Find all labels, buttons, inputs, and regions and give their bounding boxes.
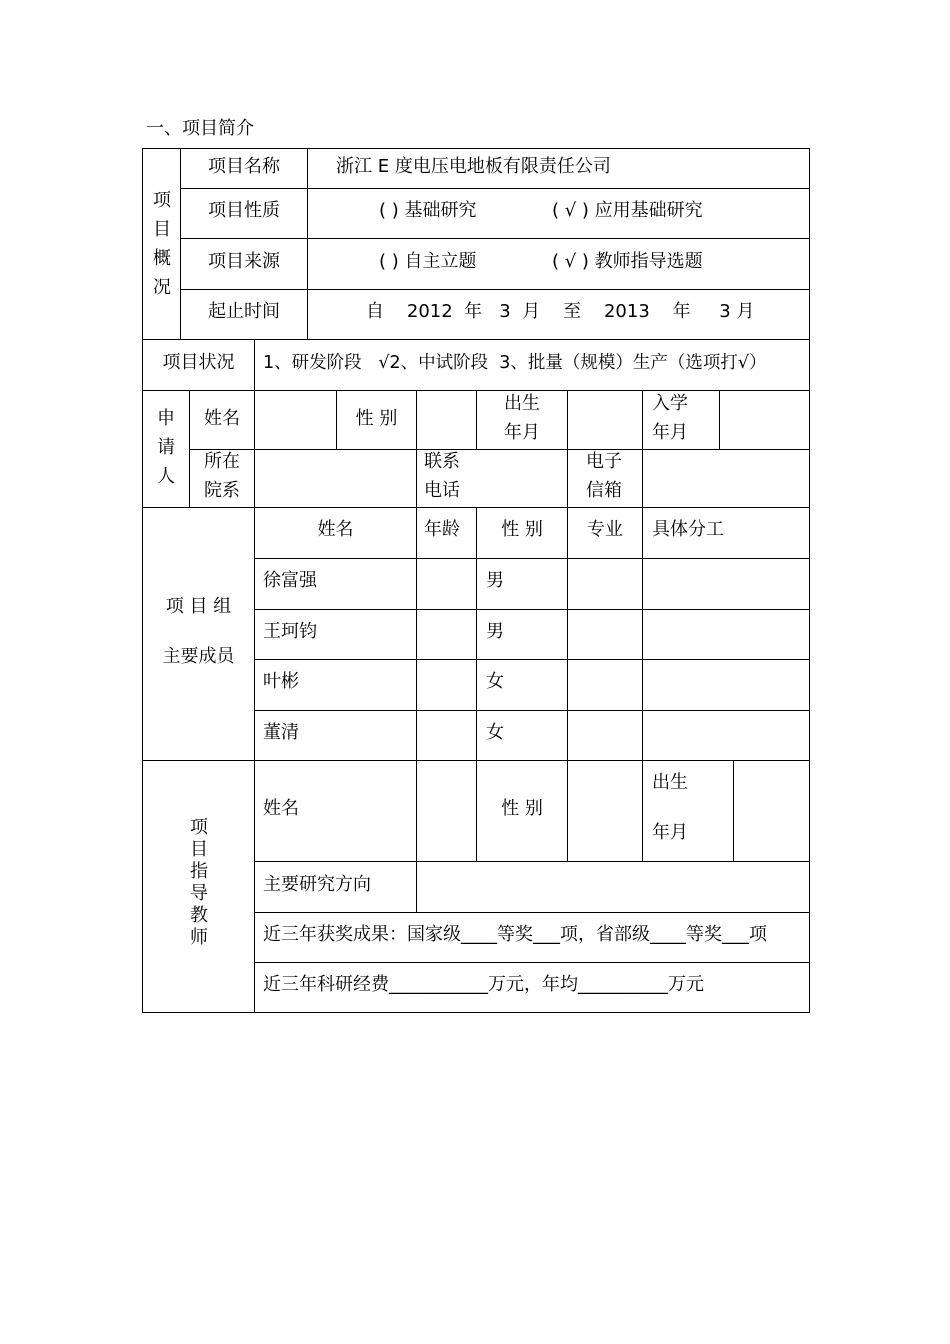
applicant-dept-label: 院系 xyxy=(204,480,240,501)
row-line xyxy=(254,710,809,711)
member-gender: 女 xyxy=(486,671,504,692)
col-line xyxy=(254,339,255,1012)
members-header-age: 年龄 xyxy=(424,519,460,540)
applicant-birth-label: 年月 xyxy=(504,422,540,443)
row-line xyxy=(254,558,809,559)
applicant-gender-label: 性 别 xyxy=(355,408,398,429)
col-line xyxy=(642,507,643,861)
row-line xyxy=(254,609,809,610)
row-line xyxy=(180,238,809,239)
row-line xyxy=(254,861,809,862)
advisor-name-label: 姓名 xyxy=(263,798,299,819)
section-title: 一、项目简介 xyxy=(146,118,254,139)
members-header-duty: 具体分工 xyxy=(652,519,724,540)
advisor-awards-line: 近三年获奖成果：国家级____等奖___项，省部级____等奖___项 xyxy=(263,924,767,945)
applicant-enroll-label: 年月 xyxy=(652,422,688,443)
row-line xyxy=(254,659,809,660)
col-line xyxy=(719,390,720,449)
applicant-name-label: 姓名 xyxy=(204,408,240,429)
col-line xyxy=(733,760,734,861)
nature-option-basic: ( ) 基础研究 xyxy=(379,200,477,221)
table-top-border xyxy=(142,148,809,149)
row-line xyxy=(189,449,809,450)
applicant-enroll-label: 入学 xyxy=(652,393,688,414)
member-name: 董清 xyxy=(263,722,299,743)
project-name-label: 项目名称 xyxy=(208,156,280,177)
row-line xyxy=(254,962,809,963)
members-group-label: 主要成员 xyxy=(162,646,235,667)
members-header-major: 专业 xyxy=(587,519,623,540)
row-line xyxy=(254,912,809,913)
members-group-label: 项 目 组 xyxy=(165,596,232,617)
advisor-birth-label: 出生 xyxy=(652,772,688,793)
members-header-gender: 性 别 xyxy=(501,519,543,540)
advisor-birth-label: 年月 xyxy=(652,822,688,843)
col-line xyxy=(567,507,568,861)
advisor-funding-line: 近三年科研经费___________万元，年均__________万元 xyxy=(263,974,704,995)
col-line xyxy=(567,390,568,507)
member-gender: 女 xyxy=(486,722,504,743)
advisor-group-label: 项 目 指 导 教 师 xyxy=(190,817,208,948)
member-gender: 男 xyxy=(486,621,504,642)
source-option-self: ( ) 自主立题 xyxy=(379,251,477,272)
project-period-value: 自 2012 年 3 月 至 2013 年 3 月 xyxy=(366,301,755,322)
overview-group-label: 项 目 概 况 xyxy=(153,190,171,298)
status-label: 项目状况 xyxy=(162,352,235,373)
applicant-birth-label: 出生 xyxy=(504,393,540,414)
status-value: 1、研发阶段 √2、中试阶段 3、批量（规模）生产（选项打√） xyxy=(263,353,767,373)
table-bottom-border xyxy=(142,1012,810,1013)
advisor-gender-label: 性 别 xyxy=(501,798,543,819)
applicant-dept-label: 所在 xyxy=(204,451,240,472)
applicant-phone-label: 联系 xyxy=(424,451,460,472)
member-name: 叶彬 xyxy=(263,671,299,692)
project-period-label: 起止时间 xyxy=(208,301,280,322)
applicant-group-label: 申 请 人 xyxy=(157,408,175,487)
applicant-email-label: 信箱 xyxy=(586,480,622,501)
col-line xyxy=(416,507,417,912)
applicant-phone-label: 电话 xyxy=(424,480,460,501)
col-line xyxy=(416,390,417,507)
project-nature-label: 项目性质 xyxy=(208,200,280,221)
advisor-research-label: 主要研究方向 xyxy=(263,874,371,895)
col-line xyxy=(642,390,643,507)
col-line xyxy=(307,148,308,339)
source-option-teacher: ( √ ) 教师指导选题 xyxy=(552,251,703,272)
applicant-email-label: 电子 xyxy=(586,451,622,472)
project-source-label: 项目来源 xyxy=(208,251,280,272)
project-name-value: 浙江 E 度电压电地板有限责任公司 xyxy=(336,156,611,177)
row-line xyxy=(180,289,809,290)
table-right-border xyxy=(809,148,810,1013)
member-name: 王珂钧 xyxy=(263,621,317,642)
member-name: 徐富强 xyxy=(263,570,317,591)
row-line xyxy=(142,339,809,340)
nature-option-applied: ( √ ) 应用基础研究 xyxy=(552,200,703,221)
table-left-border xyxy=(142,148,143,1013)
members-header-name: 姓名 xyxy=(317,519,354,540)
member-gender: 男 xyxy=(486,570,504,591)
row-line xyxy=(180,188,809,189)
